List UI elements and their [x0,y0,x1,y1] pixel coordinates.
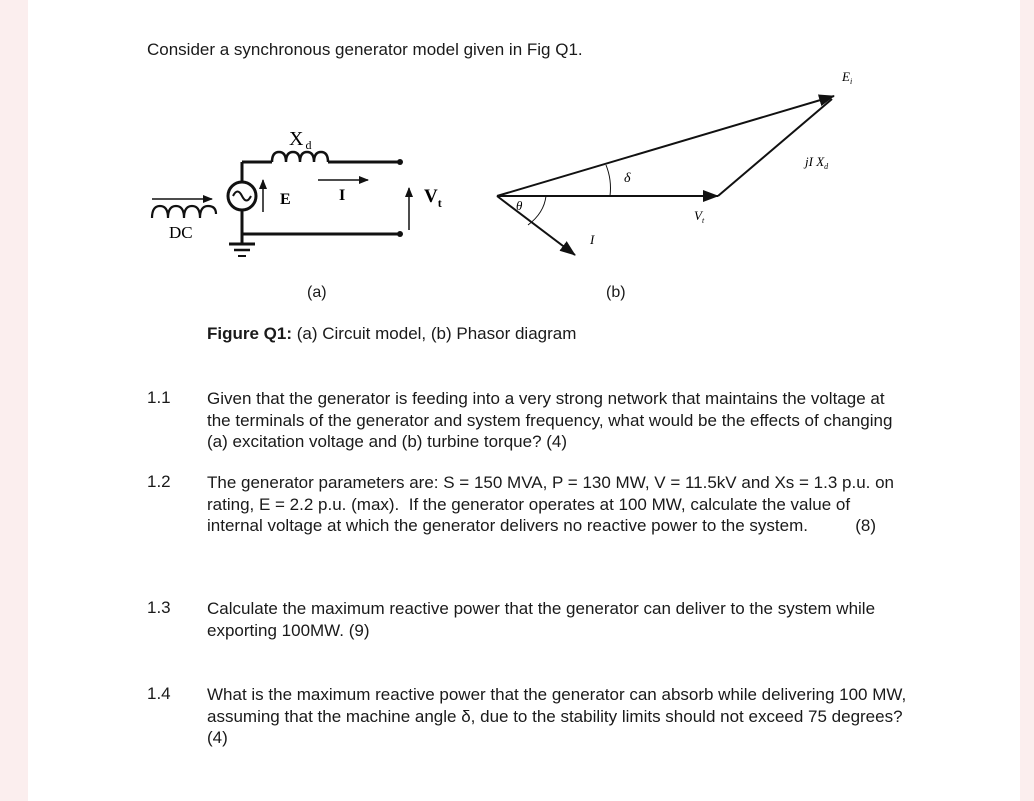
subcaption-b: (b) [606,284,626,301]
phasor-diagram [497,96,834,255]
figure-caption [207,324,576,344]
terminal-bottom [397,231,403,237]
question-number: 1.1 [147,388,171,407]
question-text: What is the maximum reactive power that the generator can absorb while delivering 100 MW, assuming that the machine angle δ, due to the stability limits should not exceed 75 degrees? (4) [207,685,907,747]
vt-label: $V_t$ [424,186,442,210]
phasor-i [497,196,575,255]
subcaption-a: (a) [307,284,327,301]
ei-label: $E_i$ [842,69,853,86]
jixd-label: jI $X_d$ [805,154,829,171]
reactance-xd [272,152,328,162]
theta-label: θ [516,198,523,213]
sine-symbol [233,192,251,201]
caption-bold: Figure Q1: [207,324,293,343]
question-text: Given that the generator is feeding into a very strong network that maintains the voltage at the terminals of the generator and system frequency, what would be the effects of changing (a) excitation voltage and (b) turbine torque? (4) [207,389,893,451]
terminal-top [397,159,403,165]
question-text: The generator parameters are: S = 150 MVA, P = 130 MW, V = 11.5kV and Xs = 1.3 p.u. on rating, E = 2.2 p.u. (max). If the generator operates at 100 MW, calculate the value of internal voltage at which the generator delivers no reactive power to the system. (8) [207,473,899,535]
xd-label: X $_d$ [289,128,312,152]
phasor-ei [497,96,834,196]
question-number: 1.4 [147,684,171,703]
question-text: Calculate the maximum reactive power that the generator can deliver to the system while exporting 100MW. (9) [207,599,876,640]
caption-text: (a) Circuit model, (b) Phasor diagram [292,324,577,343]
i-label: I [339,187,346,204]
question-number: 1.2 [147,472,171,491]
question-number: 1.3 [147,598,171,617]
phasor-i-label: I [590,232,595,247]
field-coil [152,206,216,218]
intro-text: Consider a synchronous generator model given in Fig Q1. [147,40,583,59]
dc-label: DC [169,223,193,242]
e-label: E [280,191,291,208]
phasor-vt-label: $V_t$ [694,208,705,225]
delta-label: δ [624,171,631,186]
figure-q1 [0,0,1034,300]
delta-arc [606,165,611,196]
